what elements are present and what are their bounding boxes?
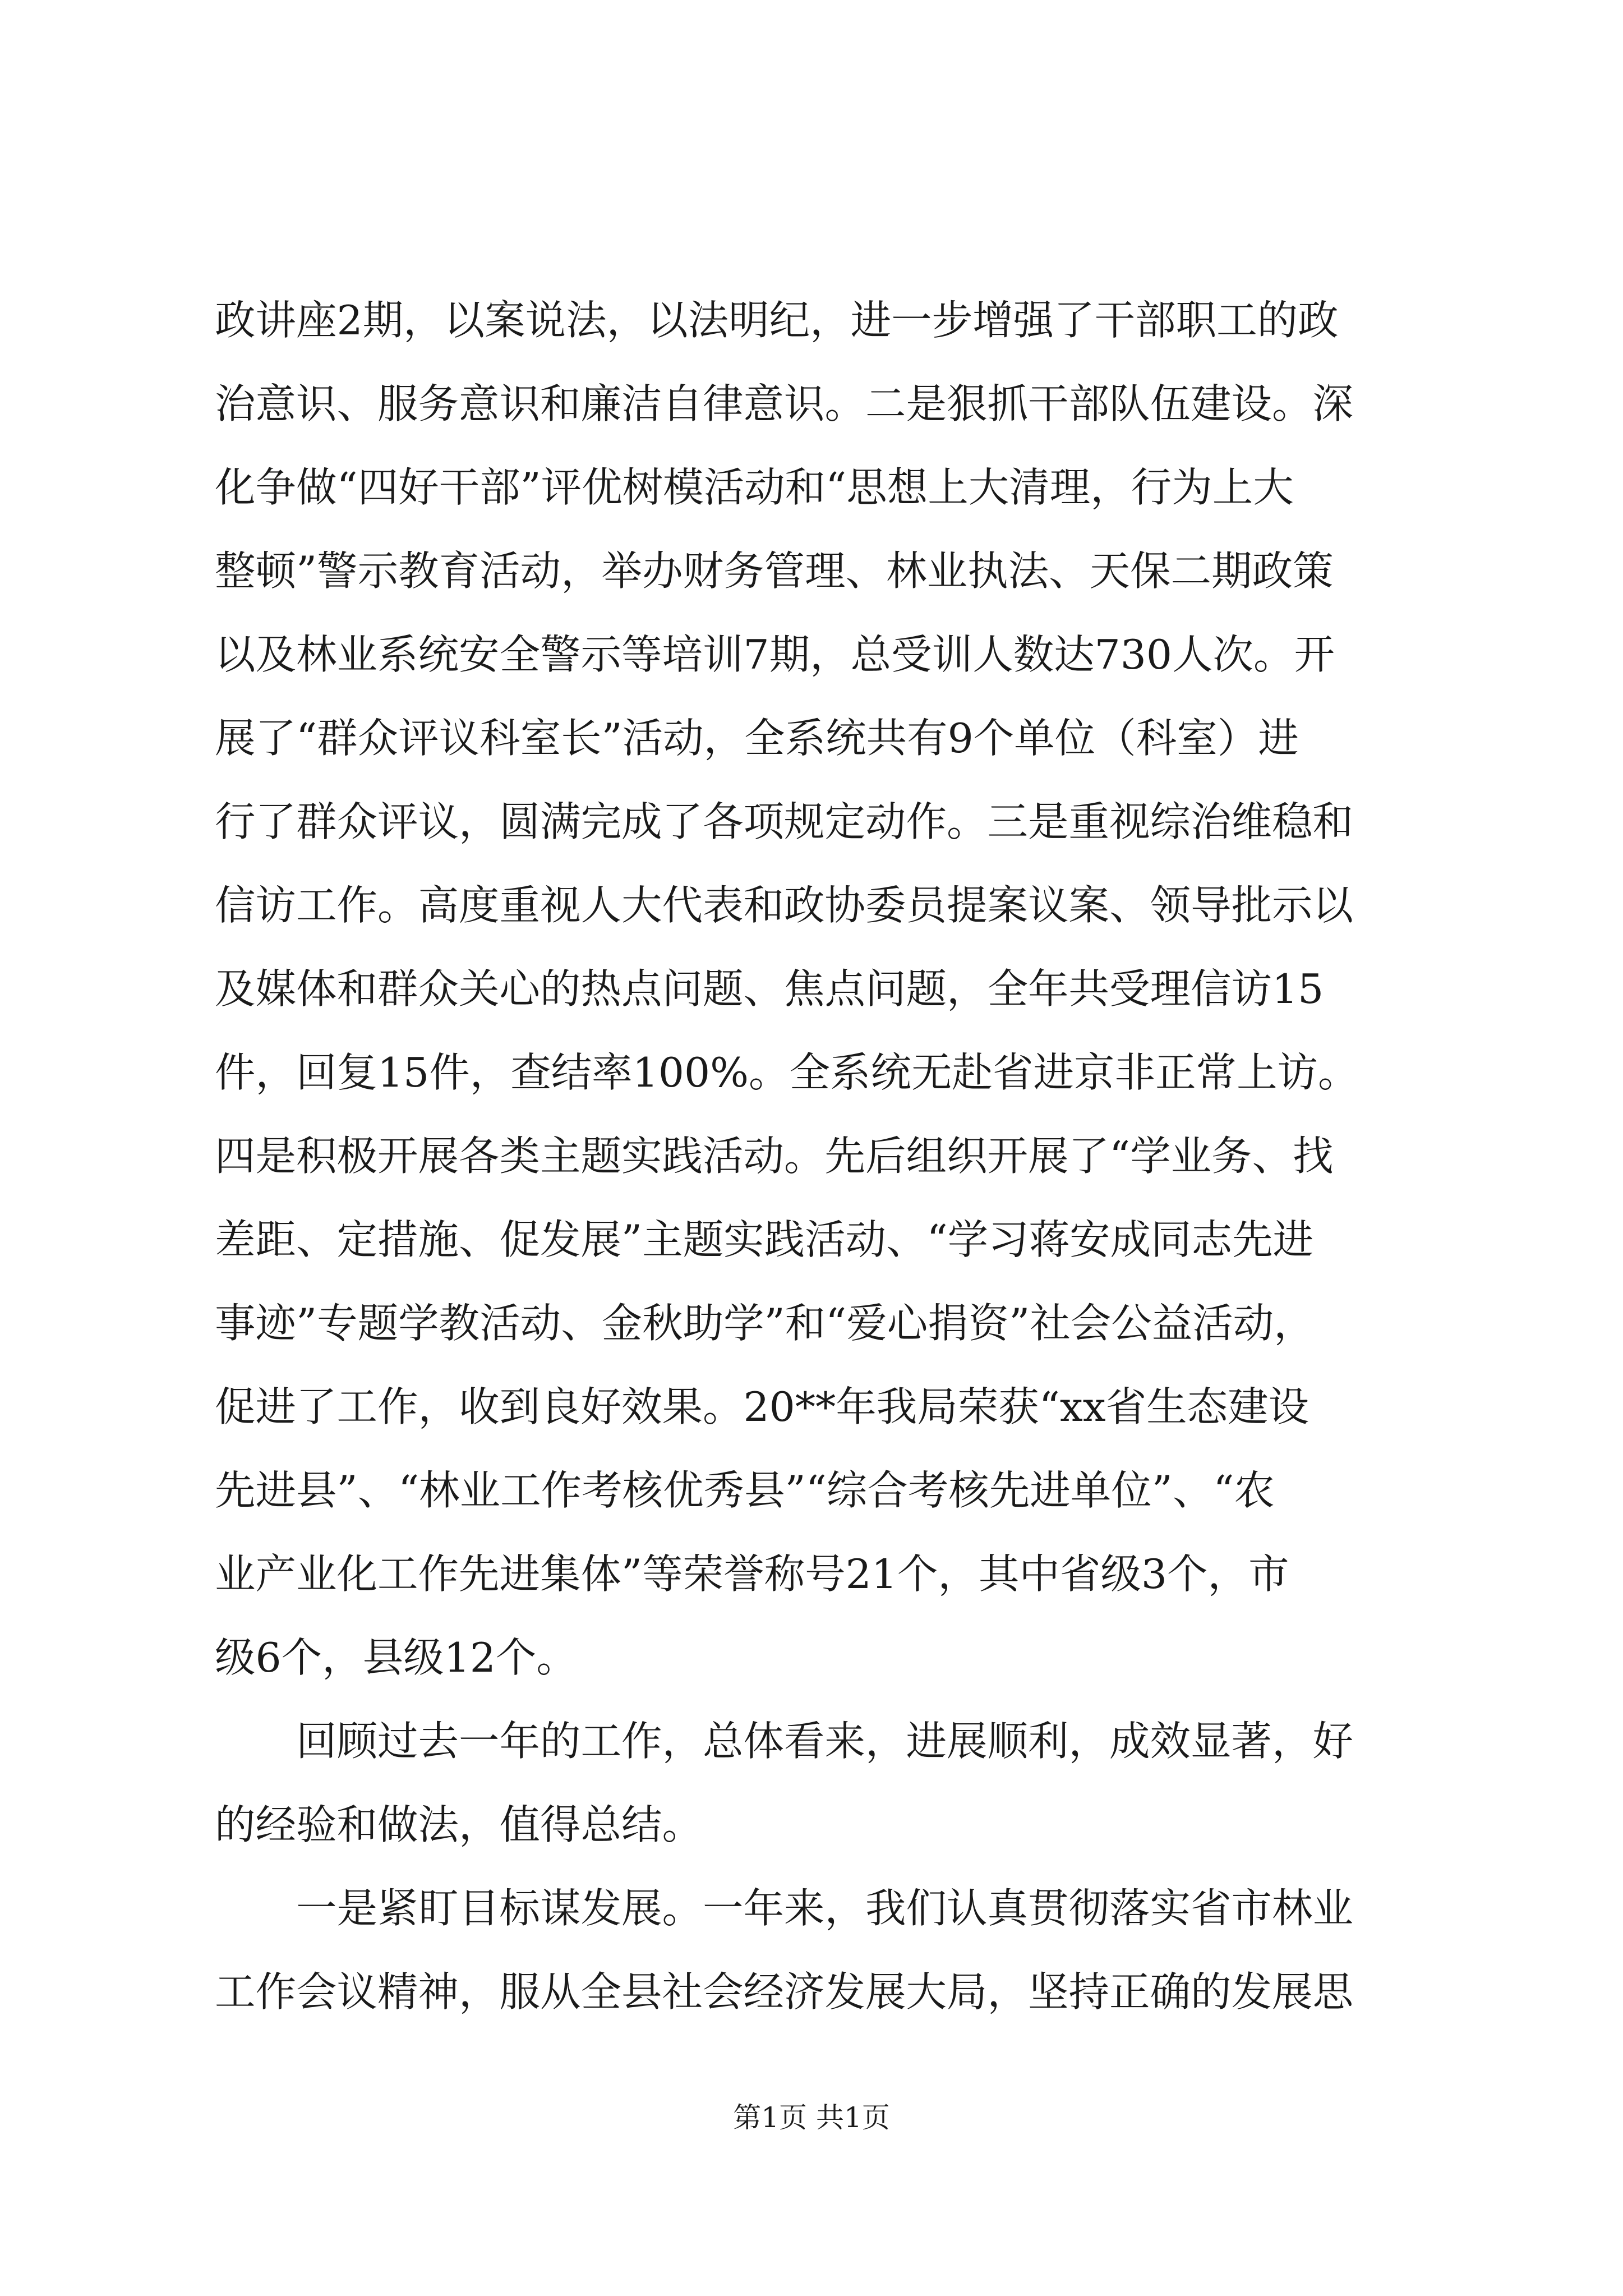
text-line: 业产业化工作先进集体”等荣誉称号21个，其中省级3个，市	[215, 1551, 1289, 1598]
text-line: 件，回复15件，查结率100%。全系统无赴省进京非正常上访。	[215, 1050, 1359, 1097]
text-line: 四是积极开展各类主题实践活动。先后组织开展了“学业务、找	[215, 1133, 1334, 1180]
page-footer: 第1页 共1页	[733, 2101, 890, 2134]
text-line: 工作会议精神，服从全县社会经济发展大局，坚持正确的发展思	[215, 1969, 1353, 2016]
text-line: 差距、定措施、促发展”主题实践活动、“学习蒋安成同志先进	[215, 1217, 1314, 1264]
text-line: 的经验和做法，值得总结。	[215, 1802, 703, 1849]
document-body	[215, 279, 1409, 2035]
text-line: 整顿”警示教育活动，举办财务管理、林业执法、天保二期政策	[215, 548, 1334, 595]
text-line: 事迹”专题学教活动、金秋助学”和“爱心捐资”社会公益活动，	[215, 1300, 1315, 1347]
text-line: 政讲座2期，以案说法，以法明纪，进一步增强了干部职工的政	[215, 297, 1339, 344]
text-line: 展了“群众评议科室长”活动，全系统共有9个单位（科室）进	[215, 715, 1299, 762]
text-line: 及媒体和群众关心的热点问题、焦点问题，全年共受理信访15	[215, 966, 1324, 1013]
text-line: 信访工作。高度重视人大代表和政协委员提案议案、领导批示以	[215, 882, 1353, 930]
text-line: 化争做“四好干部”评优树模活动和“思想上大清理，行为上大	[215, 464, 1294, 512]
text-line: 治意识、服务意识和廉洁自律意识。二是狠抓干部队伍建设。深	[215, 381, 1353, 428]
text-line: 促进了工作，收到良好效果。20**年我局荣获“xx省生态建设	[215, 1384, 1310, 1431]
text-line: 行了群众评议，圆满完成了各项规定动作。三是重视综治维稳和	[215, 799, 1353, 846]
text-line: 级6个，县级12个。	[215, 1635, 577, 1682]
paragraph-first-line: 一是紧盯目标谋发展。一年来，我们认真贯彻落实省市林业	[215, 1885, 1353, 1932]
text-line: 以及林业系统安全警示等培训7期，总受训人数达730人次。开	[215, 632, 1335, 679]
paragraph-first-line: 回顾过去一年的工作，总体看来，进展顺利，成效显著，好	[215, 1718, 1353, 1765]
text-line: 先进县”、“林业工作考核优秀县”“综合考核先进单位”、“农	[215, 1467, 1275, 1515]
